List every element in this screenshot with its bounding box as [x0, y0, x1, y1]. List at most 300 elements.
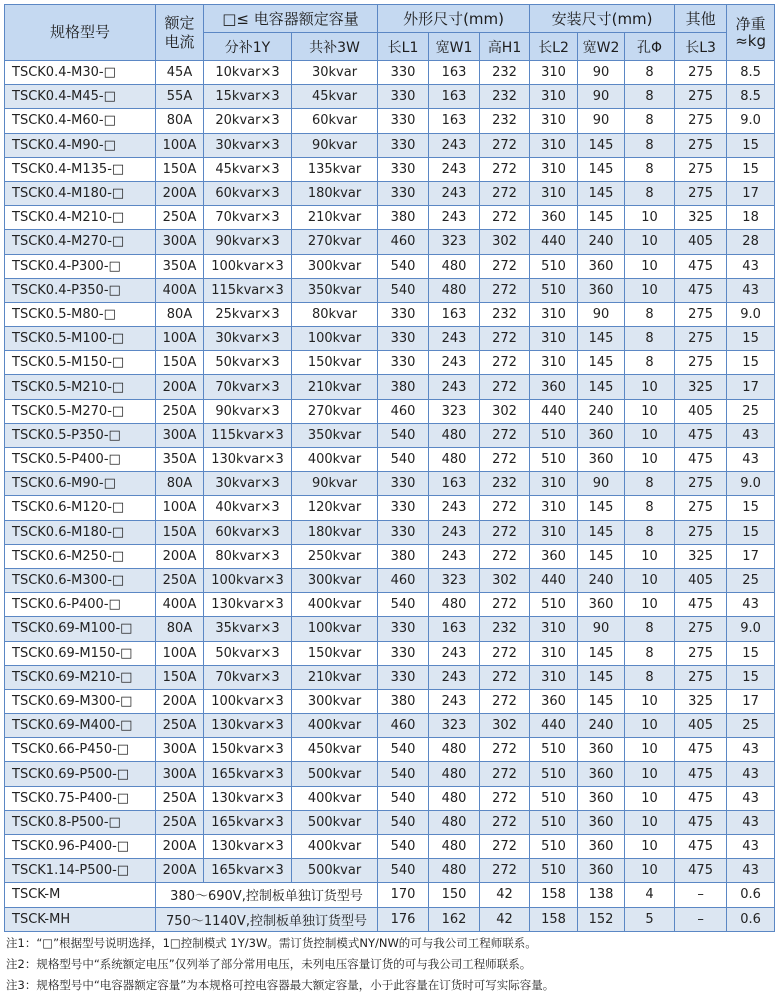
- table-row: [5, 568, 775, 592]
- model-cell: TSCK0.5-P350-□: [5, 423, 156, 447]
- capacity-split-cell: 130kvar×3: [204, 835, 292, 859]
- current-cell: 250A: [156, 568, 204, 592]
- install-width-cell: 145: [578, 689, 625, 713]
- current-cell: 100A: [156, 327, 204, 351]
- install-hole-cell: 10: [625, 593, 675, 617]
- capacity-common-cell: 90kvar: [292, 133, 378, 157]
- table-row: [5, 593, 775, 617]
- capacity-split-cell: 30kvar×3: [204, 133, 292, 157]
- outer-height-cell: 272: [480, 327, 530, 351]
- outer-height-cell: 272: [480, 133, 530, 157]
- outer-height-cell: 272: [480, 762, 530, 786]
- model-cell: TSCK-MH: [5, 907, 156, 931]
- install-width-cell: 145: [578, 665, 625, 689]
- outer-width-cell: 162: [429, 907, 480, 931]
- outer-height-cell: 272: [480, 810, 530, 834]
- install-length-cell: 360: [530, 375, 578, 399]
- outer-width-cell: 163: [429, 61, 480, 85]
- weight-cell: 28: [727, 230, 775, 254]
- outer-width-cell: 480: [429, 786, 480, 810]
- weight-cell: 9.0: [727, 109, 775, 133]
- capacity-split-cell: 70kvar×3: [204, 665, 292, 689]
- outer-width-cell: 150: [429, 883, 480, 907]
- install-hole-cell: 8: [625, 327, 675, 351]
- weight-cell: 8.5: [727, 85, 775, 109]
- install-width-cell: 240: [578, 399, 625, 423]
- other-length-cell: 275: [675, 641, 727, 665]
- current-cell: 200A: [156, 835, 204, 859]
- outer-width-cell: 243: [429, 327, 480, 351]
- outer-height-cell: 272: [480, 157, 530, 181]
- install-width-cell: 90: [578, 85, 625, 109]
- weight-cell: 9.0: [727, 617, 775, 641]
- model-cell: TSCK-M: [5, 883, 156, 907]
- current-cell: 250A: [156, 786, 204, 810]
- current-cell: 200A: [156, 181, 204, 205]
- table-row: [5, 423, 775, 447]
- note-2: 注2：规格型号中“系统额定电压”仅列举了部分常用电压，未列电压容量订货的可与我公司工程师联系。: [6, 957, 532, 971]
- model-cell: TSCK0.5-M100-□: [5, 327, 156, 351]
- weight-cell: 15: [727, 665, 775, 689]
- install-width-cell: 240: [578, 568, 625, 592]
- model-cell: TSCK0.69-M210-□: [5, 665, 156, 689]
- table-row: [5, 254, 775, 278]
- install-length-cell: 310: [530, 109, 578, 133]
- outer-height-cell: 302: [480, 714, 530, 738]
- current-cell: 350A: [156, 448, 204, 472]
- outer-width-cell: 163: [429, 472, 480, 496]
- outer-width-cell: 243: [429, 520, 480, 544]
- table-row: [5, 810, 775, 834]
- capacity-common-cell: 400kvar: [292, 593, 378, 617]
- install-width-cell: 90: [578, 617, 625, 641]
- install-length-cell: 310: [530, 157, 578, 181]
- install-length-cell: 310: [530, 302, 578, 326]
- capacity-split-cell: 50kvar×3: [204, 351, 292, 375]
- outer-height-cell: 232: [480, 85, 530, 109]
- install-width-cell: 145: [578, 520, 625, 544]
- other-length-cell: 325: [675, 544, 727, 568]
- weight-cell: 15: [727, 496, 775, 520]
- weight-cell: 15: [727, 520, 775, 544]
- capacity-split-cell: 35kvar×3: [204, 617, 292, 641]
- install-length-cell: 158: [530, 907, 578, 931]
- weight-cell: 43: [727, 810, 775, 834]
- capacity-common-cell: 270kvar: [292, 399, 378, 423]
- model-header: 规格型号: [5, 5, 156, 61]
- install-hole-cell: 10: [625, 810, 675, 834]
- capacity-split-cell: 130kvar×3: [204, 786, 292, 810]
- weight-cell: 43: [727, 762, 775, 786]
- weight-cell: 0.6: [727, 883, 775, 907]
- outer-height-cell: 272: [480, 544, 530, 568]
- outer-height-cell: 272: [480, 206, 530, 230]
- current-cell: 200A: [156, 859, 204, 883]
- install-width-cell: 145: [578, 206, 625, 230]
- weight-cell: 43: [727, 278, 775, 302]
- outer-height-cell: 272: [480, 835, 530, 859]
- outer-length-cell: 460: [378, 399, 429, 423]
- outer-width-cell: 243: [429, 641, 480, 665]
- weight-cell: 43: [727, 254, 775, 278]
- install-width-cell: 360: [578, 786, 625, 810]
- install-length-header: 长L2: [530, 33, 578, 61]
- weight-cell: 25: [727, 568, 775, 592]
- outer-width-cell: 480: [429, 254, 480, 278]
- outer-width-cell: 243: [429, 206, 480, 230]
- current-cell: 200A: [156, 544, 204, 568]
- model-cell: TSCK0.4-M30-□: [5, 61, 156, 85]
- outer-width-cell: 480: [429, 278, 480, 302]
- capacity-split-cell: 90kvar×3: [204, 230, 292, 254]
- model-cell: TSCK0.4-M60-□: [5, 109, 156, 133]
- model-cell: TSCK0.69-M150-□: [5, 641, 156, 665]
- outer-length-cell: 540: [378, 762, 429, 786]
- outer-height-cell: 272: [480, 859, 530, 883]
- other-length-cell: 475: [675, 278, 727, 302]
- install-length-cell: 310: [530, 85, 578, 109]
- outer-width-cell: 163: [429, 617, 480, 641]
- current-cell: 150A: [156, 665, 204, 689]
- outer-height-cell: 232: [480, 109, 530, 133]
- table-row: [5, 714, 775, 738]
- table-row: [5, 472, 775, 496]
- other-length-cell: 325: [675, 375, 727, 399]
- current-cell: 300A: [156, 762, 204, 786]
- install-length-cell: 310: [530, 641, 578, 665]
- install-hole-header: 孔Φ: [625, 33, 675, 61]
- other-length-cell: –: [675, 907, 727, 931]
- outer-height-cell: 42: [480, 883, 530, 907]
- outer-width-cell: 480: [429, 835, 480, 859]
- current-cell: 250A: [156, 714, 204, 738]
- outer-length-cell: 330: [378, 181, 429, 205]
- weight-cell: 43: [727, 593, 775, 617]
- other-length-cell: 275: [675, 472, 727, 496]
- outer-height-cell: 272: [480, 689, 530, 713]
- model-cell: TSCK0.6-M300-□: [5, 568, 156, 592]
- outer-width-cell: 163: [429, 85, 480, 109]
- other-length-cell: 475: [675, 810, 727, 834]
- spec-table: [4, 4, 775, 932]
- capacity-common-cell: 150kvar: [292, 641, 378, 665]
- table-row: [5, 181, 775, 205]
- note-3: 注3：规格型号中“电容器额定容量”为本规格可控电容器最大额定容量，小于此容量在订货时可写实际容量。: [6, 978, 555, 992]
- outer-height-cell: 302: [480, 399, 530, 423]
- capacity-split-cell: 100kvar×3: [204, 689, 292, 713]
- control-row: [5, 883, 775, 907]
- capacity-common-cell: 400kvar: [292, 714, 378, 738]
- table-row: [5, 302, 775, 326]
- capacity-split-cell: 115kvar×3: [204, 423, 292, 447]
- install-length-cell: 440: [530, 230, 578, 254]
- install-length-cell: 510: [530, 738, 578, 762]
- capacity-split-cell: 165kvar×3: [204, 762, 292, 786]
- outer-height-cell: 272: [480, 278, 530, 302]
- install-width-header: 宽W2: [578, 33, 625, 61]
- capacity-common-cell: 150kvar: [292, 351, 378, 375]
- install-length-cell: 310: [530, 351, 578, 375]
- other-length-cell: 325: [675, 206, 727, 230]
- install-hole-cell: 8: [625, 617, 675, 641]
- install-length-cell: 310: [530, 617, 578, 641]
- install-hole-cell: 8: [625, 302, 675, 326]
- capacity-split-cell: 30kvar×3: [204, 327, 292, 351]
- outer-length-cell: 176: [378, 907, 429, 931]
- install-hole-cell: 10: [625, 835, 675, 859]
- capacity-common-cell: 45kvar: [292, 85, 378, 109]
- capacity-group-header: □≤ 电容器额定容量: [204, 5, 378, 33]
- outer-length-cell: 460: [378, 230, 429, 254]
- outer-length-cell: 330: [378, 327, 429, 351]
- install-width-cell: 145: [578, 157, 625, 181]
- outer-dim-header: 外形尺寸(mm): [378, 5, 530, 33]
- outer-height-cell: 272: [480, 665, 530, 689]
- weight-cell: 17: [727, 689, 775, 713]
- other-length-cell: 405: [675, 230, 727, 254]
- current-cell: 80A: [156, 617, 204, 641]
- weight-cell: 18: [727, 206, 775, 230]
- outer-length-cell: 540: [378, 810, 429, 834]
- install-width-cell: 360: [578, 810, 625, 834]
- outer-width-cell: 480: [429, 448, 480, 472]
- install-hole-cell: 10: [625, 399, 675, 423]
- install-hole-cell: 8: [625, 641, 675, 665]
- install-length-cell: 510: [530, 278, 578, 302]
- table-row: [5, 641, 775, 665]
- other-length-cell: 475: [675, 738, 727, 762]
- outer-height-header: 高H1: [480, 33, 530, 61]
- capacity-split-cell: 80kvar×3: [204, 544, 292, 568]
- install-width-cell: 145: [578, 375, 625, 399]
- capacity-common-cell: 210kvar: [292, 375, 378, 399]
- capacity-split-cell: 115kvar×3: [204, 278, 292, 302]
- current-cell: 250A: [156, 399, 204, 423]
- model-cell: TSCK0.69-M400-□: [5, 714, 156, 738]
- outer-width-cell: 243: [429, 133, 480, 157]
- install-hole-cell: 10: [625, 762, 675, 786]
- capacity-common-header: 共补3W: [292, 33, 378, 61]
- table-row: [5, 835, 775, 859]
- model-cell: TSCK0.5-M80-□: [5, 302, 156, 326]
- outer-length-cell: 540: [378, 859, 429, 883]
- model-cell: TSCK0.4-P350-□: [5, 278, 156, 302]
- outer-width-cell: 480: [429, 859, 480, 883]
- model-cell: TSCK0.69-P500-□: [5, 762, 156, 786]
- install-width-cell: 360: [578, 762, 625, 786]
- install-width-cell: 90: [578, 61, 625, 85]
- model-cell: TSCK0.4-M45-□: [5, 85, 156, 109]
- install-hole-cell: 8: [625, 520, 675, 544]
- current-cell: 100A: [156, 496, 204, 520]
- outer-height-cell: 272: [480, 786, 530, 810]
- current-cell: 80A: [156, 472, 204, 496]
- weight-cell: 43: [727, 738, 775, 762]
- outer-length-cell: 330: [378, 109, 429, 133]
- current-cell: 45A: [156, 61, 204, 85]
- capacity-common-cell: 400kvar: [292, 786, 378, 810]
- model-cell: TSCK1.14-P500-□: [5, 859, 156, 883]
- model-cell: TSCK0.6-P400-□: [5, 593, 156, 617]
- capacity-common-cell: 120kvar: [292, 496, 378, 520]
- model-cell: TSCK0.4-M210-□: [5, 206, 156, 230]
- model-cell: TSCK0.96-P400-□: [5, 835, 156, 859]
- capacity-split-cell: 150kvar×3: [204, 738, 292, 762]
- current-cell: 100A: [156, 133, 204, 157]
- capacity-split-cell: 70kvar×3: [204, 375, 292, 399]
- install-length-cell: 360: [530, 206, 578, 230]
- outer-width-cell: 480: [429, 593, 480, 617]
- table-row: [5, 689, 775, 713]
- current-cell: 250A: [156, 206, 204, 230]
- install-length-cell: 510: [530, 254, 578, 278]
- install-width-cell: 145: [578, 641, 625, 665]
- outer-length-cell: 380: [378, 206, 429, 230]
- install-hole-cell: 10: [625, 206, 675, 230]
- other-length-cell: 405: [675, 399, 727, 423]
- model-cell: TSCK0.4-M135-□: [5, 157, 156, 181]
- install-length-cell: 310: [530, 665, 578, 689]
- outer-length-cell: 330: [378, 133, 429, 157]
- model-cell: TSCK0.5-M210-□: [5, 375, 156, 399]
- table-row: [5, 399, 775, 423]
- note-1: 注1：“□”根据型号说明选择，1□控制模式 1Y/3W。需订货控制模式NY/NW的可与我公司工程师联系。: [6, 936, 537, 950]
- install-hole-cell: 10: [625, 714, 675, 738]
- outer-height-cell: 272: [480, 448, 530, 472]
- other-length-cell: 275: [675, 157, 727, 181]
- install-hole-cell: 5: [625, 907, 675, 931]
- outer-length-cell: 330: [378, 665, 429, 689]
- install-width-cell: 145: [578, 181, 625, 205]
- other-length-header: 长L3: [675, 33, 727, 61]
- capacity-common-cell: 30kvar: [292, 61, 378, 85]
- current-cell: 80A: [156, 109, 204, 133]
- outer-width-cell: 243: [429, 665, 480, 689]
- weight-cell: 15: [727, 327, 775, 351]
- other-header: 其他: [675, 5, 727, 33]
- outer-length-cell: 460: [378, 714, 429, 738]
- outer-length-cell: 330: [378, 61, 429, 85]
- other-length-cell: 475: [675, 254, 727, 278]
- weight-cell: 9.0: [727, 472, 775, 496]
- model-cell: TSCK0.5-M270-□: [5, 399, 156, 423]
- capacity-common-cell: 180kvar: [292, 181, 378, 205]
- install-hole-cell: 4: [625, 883, 675, 907]
- install-length-cell: 510: [530, 448, 578, 472]
- other-length-cell: –: [675, 883, 727, 907]
- install-width-cell: 360: [578, 593, 625, 617]
- install-hole-cell: 10: [625, 689, 675, 713]
- outer-length-cell: 170: [378, 883, 429, 907]
- outer-length-cell: 540: [378, 786, 429, 810]
- outer-width-cell: 323: [429, 568, 480, 592]
- weight-cell: 17: [727, 544, 775, 568]
- outer-height-cell: 232: [480, 302, 530, 326]
- capacity-common-cell: 250kvar: [292, 544, 378, 568]
- model-cell: TSCK0.6-M90-□: [5, 472, 156, 496]
- outer-height-cell: 272: [480, 375, 530, 399]
- capacity-split-cell: 100kvar×3: [204, 254, 292, 278]
- outer-height-cell: 42: [480, 907, 530, 931]
- current-cell: 400A: [156, 278, 204, 302]
- current-cell: 400A: [156, 593, 204, 617]
- current-cell: 300A: [156, 230, 204, 254]
- table-row: [5, 351, 775, 375]
- table-body: [5, 61, 775, 932]
- outer-length-cell: 330: [378, 85, 429, 109]
- notes-section: [6, 933, 771, 996]
- outer-height-cell: 272: [480, 423, 530, 447]
- weight-header-text: 净重≈kg: [735, 14, 766, 50]
- install-width-cell: 152: [578, 907, 625, 931]
- other-length-cell: 475: [675, 448, 727, 472]
- install-dim-header: 安装尺寸(mm): [530, 5, 675, 33]
- weight-header: [727, 5, 775, 61]
- outer-height-cell: 272: [480, 181, 530, 205]
- capacity-split-cell: 30kvar×3: [204, 472, 292, 496]
- install-hole-cell: 8: [625, 496, 675, 520]
- model-cell: TSCK0.4-M270-□: [5, 230, 156, 254]
- table-row: [5, 496, 775, 520]
- current-cell: 200A: [156, 375, 204, 399]
- install-width-cell: 145: [578, 351, 625, 375]
- capacity-common-cell: 500kvar: [292, 762, 378, 786]
- install-length-cell: 440: [530, 568, 578, 592]
- install-width-cell: 360: [578, 423, 625, 447]
- capacity-split-cell: 45kvar×3: [204, 157, 292, 181]
- weight-cell: 43: [727, 786, 775, 810]
- table-row: [5, 617, 775, 641]
- install-width-cell: 240: [578, 714, 625, 738]
- outer-length-cell: 460: [378, 568, 429, 592]
- outer-width-cell: 243: [429, 689, 480, 713]
- capacity-common-cell: 450kvar: [292, 738, 378, 762]
- outer-length-cell: 330: [378, 472, 429, 496]
- install-hole-cell: 8: [625, 109, 675, 133]
- install-hole-cell: 10: [625, 230, 675, 254]
- weight-cell: 17: [727, 181, 775, 205]
- install-length-cell: 310: [530, 520, 578, 544]
- outer-length-cell: 380: [378, 689, 429, 713]
- capacity-split-cell: 40kvar×3: [204, 496, 292, 520]
- current-cell: 300A: [156, 423, 204, 447]
- other-length-cell: 275: [675, 85, 727, 109]
- outer-height-cell: 232: [480, 617, 530, 641]
- install-width-cell: 145: [578, 496, 625, 520]
- install-length-cell: 158: [530, 883, 578, 907]
- capacity-common-cell: 210kvar: [292, 206, 378, 230]
- other-length-cell: 475: [675, 835, 727, 859]
- weight-cell: 15: [727, 351, 775, 375]
- current-cell: 200A: [156, 689, 204, 713]
- model-cell: TSCK0.5-M150-□: [5, 351, 156, 375]
- install-length-cell: 510: [530, 762, 578, 786]
- install-width-cell: 360: [578, 254, 625, 278]
- install-length-cell: 310: [530, 133, 578, 157]
- model-cell: TSCK0.75-P400-□: [5, 786, 156, 810]
- capacity-common-cell: 400kvar: [292, 835, 378, 859]
- outer-length-cell: 540: [378, 738, 429, 762]
- install-width-cell: 90: [578, 472, 625, 496]
- table-row: [5, 738, 775, 762]
- capacity-common-cell: 350kvar: [292, 423, 378, 447]
- install-width-cell: 360: [578, 738, 625, 762]
- install-length-cell: 440: [530, 714, 578, 738]
- capacity-common-cell: 210kvar: [292, 665, 378, 689]
- table-row: [5, 327, 775, 351]
- outer-length-cell: 330: [378, 157, 429, 181]
- install-length-cell: 510: [530, 786, 578, 810]
